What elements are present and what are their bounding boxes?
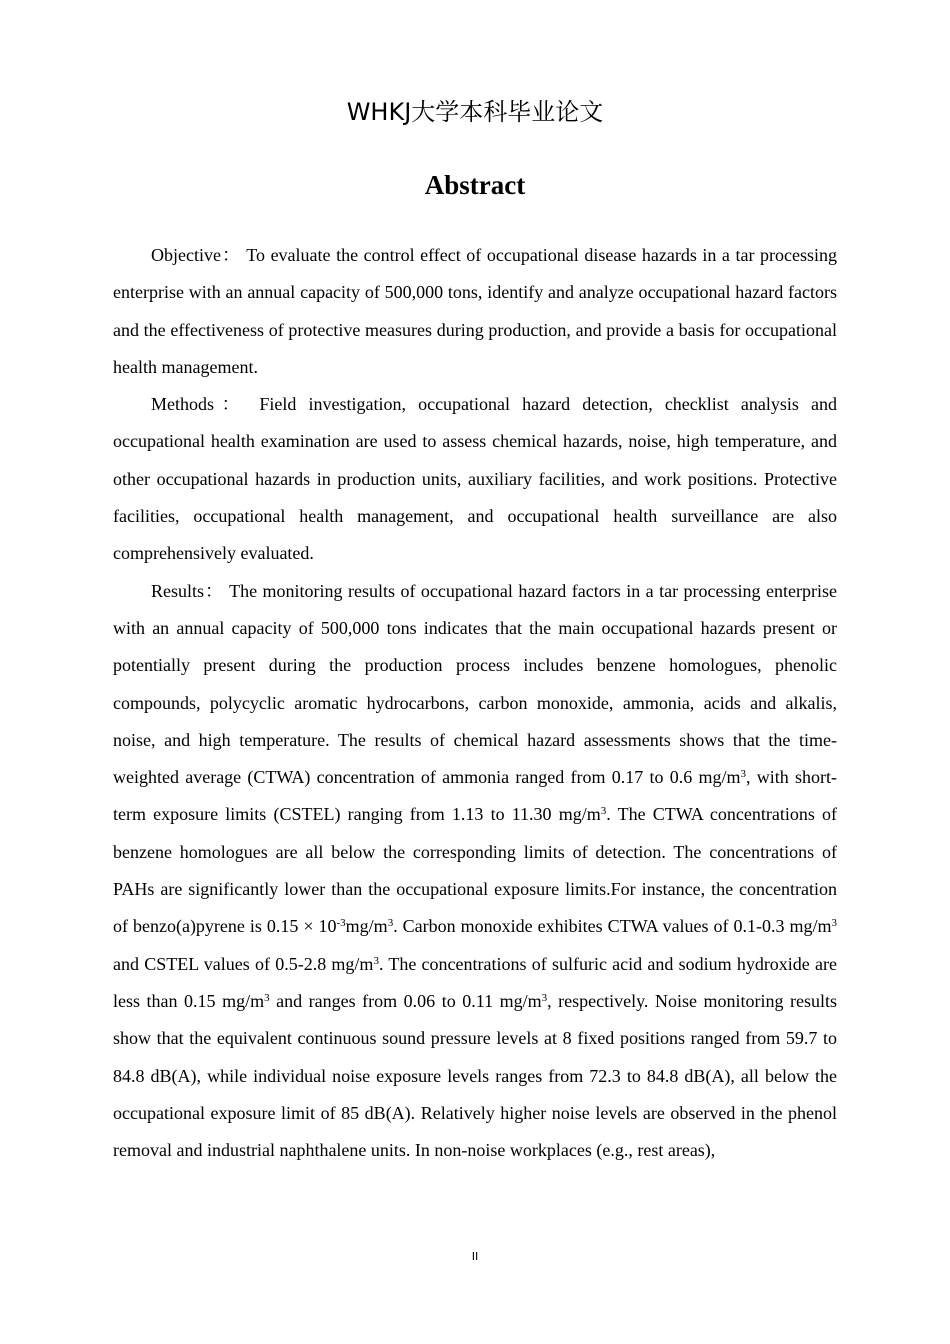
results-text: . The CTWA concentrations of benzene homologues are all below the corresponding limits of detection. The concentrations of PAHs are significantly lower than the occupational exposure limits.For instance, the concentration of benzo(a)pyrene is 0.15 × 10 [113,804,837,937]
methods-label: Methods： [151,394,248,415]
results-text: , with short-term exposure limits (CSTEL) ranging from 1.13 to 11.30 mg/m [113,767,838,825]
results-text: The monitoring results of occupational hazard factors in a tar processing enterprise with an annual capacity of 500,000 tons indicates that the main occupational hazards present or potentially present during the production process includes benzene homologues, phenolic compounds, polycyclic aromatic hydrocarbons, carbon monoxide, ammonia, acids and alkalis, noise, and high temperature. The results of chemical hazard assessments shows that the time-weighted average (CTWA) concentration of ammonia ranged from 0.17 to 0.6 mg/m [113,580,837,788]
results-text: , respectively. Noise monitoring results show that the equivalent continuous sound pressure levels at 8 fixed positions ranged from 59.7 to 84.8 dB(A), while individual noise exposure levels ranges from 72.3 to 84.8 dB(A), all below the occupational exposure limit of 85 dB(A). Relatively higher noise levels are observed in the phenol removal and industrial naphthalene units. In non-noise workplaces (e.g., rest areas), [113,990,838,1161]
abstract-title: Abstract [424,170,526,200]
results-label: Results： [151,580,224,601]
methods-paragraph [113,386,837,572]
results-paragraph [113,573,837,1170]
superscript: -3 [336,917,346,930]
superscript: 3 [600,805,607,818]
objective-text: To evaluate the control effect of occupational disease hazards in a tar processing enterprise with an annual capacity of 500,000 tons, identify and analyze occupational hazard factors and the effectiveness of protective measures during production, and provide a basis for occupational health management. [113,245,837,377]
results-text: mg/m [345,916,388,937]
superscript: 3 [740,768,747,781]
thesis-header: WHKJ大学本科毕业论文 [346,98,604,126]
results-text: and ranges from 0.06 to 0.11 mg/m [269,990,542,1011]
superscript: 3 [831,917,837,930]
methods-text: Field investigation, occupational hazard detection, checklist analysis and occupational health examination are used to assess chemical hazards, noise, high temperature, and other occupational hazards in production units, auxiliary facilities, and work positions. Protective facilities, occupational health management, and occupational health surveillance are also comprehensively evaluated. [113,394,838,564]
objective-label: Objective： [151,245,242,265]
superscript: 3 [541,991,548,1004]
results-text: and CSTEL values of 0.5-2.8 mg/m [113,953,374,974]
objective-paragraph [113,237,837,386]
abstract-body [113,237,837,1169]
results-text: . The concentrations of sulfuric acid and sodium hydroxide are less than 0.15 mg/m [113,953,837,1011]
results-text: . Carbon monoxide exhibites CTWA values of 0.1-0.3 mg/m [393,916,832,937]
superscript: 3 [387,917,394,930]
page-number: II [471,1250,479,1263]
superscript: 3 [373,954,379,967]
superscript: 3 [264,991,270,1004]
